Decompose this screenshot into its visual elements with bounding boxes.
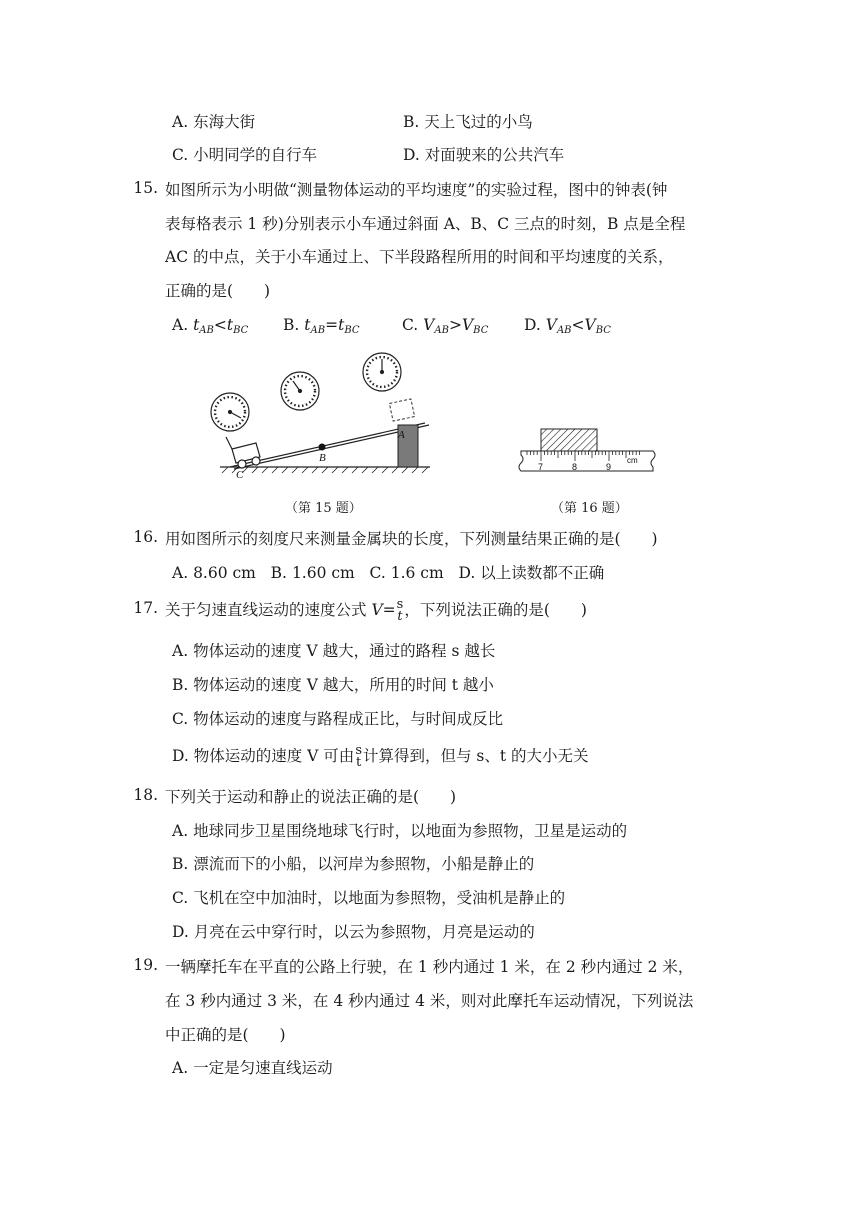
q18-stem: 下列关于运动和静止的说法正确的是( ): [165, 788, 457, 806]
figure-16-tick-9: 9: [606, 462, 612, 472]
q18-option-a: A. 地球同步卫星围绕地球飞行时，以地面为参照物，卫星是运动的: [172, 822, 628, 840]
figure-16-unit: cm: [627, 456, 638, 465]
q16-stem: 用如图所示的刻度尺来测量金属块的长度，下列测量结果正确的是( ): [165, 530, 658, 548]
figure-15-caption: （第 15 题）: [285, 501, 362, 516]
q16-options: A. 8.60 cm B. 1.60 cm C. 1.6 cm D. 以上读数都不正确: [172, 564, 605, 582]
q19-stem-line-2: 在 3 秒内通过 3 米，在 4 秒内通过 4 米，则对此摩托车运动情况，下列说法: [165, 992, 694, 1010]
q17-formula-fraction: s t: [396, 597, 404, 624]
q18-number: 18.: [133, 786, 158, 804]
figure-15-label-c: C: [236, 469, 244, 481]
q17-option-b: B. 物体运动的速度 V 越大，所用的时间 t 越小: [172, 676, 494, 694]
q15-option-d: D. $V_{AB}<V_{BC}$: [524, 316, 611, 336]
q17-option-d: D. 物体运动的速度 V 可由 s t 计算得到，但与 s、t 的大小无关: [172, 743, 589, 770]
q15-stem-line-4: 正确的是( ): [165, 282, 271, 300]
figure-15-label-a: A: [398, 429, 405, 441]
q17-option-c: C. 物体运动的速度与路程成正比，与时间成反比: [172, 710, 504, 728]
q17-option-a: A. 物体运动的速度 V 越大，通过的路程 s 越长: [172, 642, 496, 660]
q16-number: 16.: [133, 528, 158, 546]
q19-stem-line-3: 中正确的是( ): [165, 1026, 286, 1044]
q19-number: 19.: [133, 956, 158, 974]
q19-option-a: A. 一定是匀速直线运动: [172, 1059, 333, 1077]
q15-number: 15.: [133, 179, 158, 197]
figure-16-tick-8: 8: [572, 462, 578, 472]
q15-option-b: B. $t_{AB}=t_{BC}$: [283, 316, 360, 336]
q14-option-c: C. 小明同学的自行车: [172, 146, 318, 164]
q19-stem-line-1: 一辆摩托车在平直的公路上行驶，在 1 秒内通过 1 米，在 2 秒内通过 2 米，: [165, 958, 694, 976]
q15-option-a: A. $t_{AB}<t_{BC}$: [172, 316, 249, 336]
q17-option-d-fraction: s t: [355, 743, 362, 770]
q18-option-d: D. 月亮在云中穿行时，以云为参照物，月亮是运动的: [172, 923, 535, 941]
figure-15-label-b: B: [319, 452, 326, 464]
q18-option-c: C. 飞机在空中加油时，以地面为参照物，受油机是静止的: [172, 889, 566, 907]
figure-16-caption: （第 16 题）: [551, 501, 628, 516]
figure-15-incline: [200, 345, 440, 485]
q17-stem: 关于匀速直线运动的速度公式 V= s t ，下列说法正确的是( ): [165, 597, 587, 624]
q14-option-d: D. 对面驶来的公共汽车: [403, 146, 565, 164]
q14-option-a: A. 东海大街: [172, 113, 256, 131]
q15-stem-line-1: 如图所示为小明做“测量物体运动的平均速度”的实验过程，图中的钟表(钟: [165, 181, 668, 199]
figure-16-ruler: [515, 425, 665, 485]
q15-option-c: C. $V_{AB}>V_{BC}$: [402, 316, 489, 336]
q15-stem-line-3: AC 的中点，关于小车通过上、下半段路程所用的时间和平均速度的关系，: [165, 248, 674, 266]
q14-option-b: B. 天上飞过的小鸟: [403, 113, 533, 131]
q17-number: 17.: [133, 599, 158, 617]
figure-16-tick-7: 7: [538, 462, 544, 472]
q15-stem-line-2: 表每格表示 1 秒)分别表示小车通过斜面 A、B、C 三点的时刻，B 点是全程: [165, 215, 686, 233]
q18-option-b: B. 漂流而下的小船，以河岸为参照物，小船是静止的: [172, 855, 535, 873]
